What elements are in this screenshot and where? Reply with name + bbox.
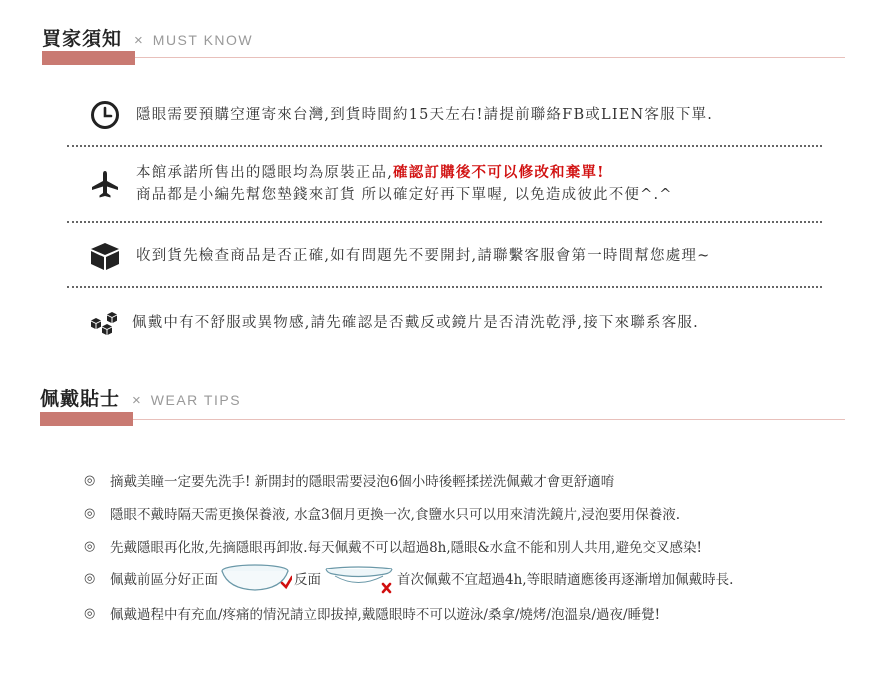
order-warning-text: 確認訂購後不可以修改和棄單! [393, 164, 605, 181]
must-know-title: 買家須知 [42, 28, 123, 50]
must-know-item-4-text: 佩戴中有不舒服或異物感,請先確認是否戴反或鏡片是否清洗乾淨,接下來聯系客服. [132, 315, 699, 331]
must-know-header [42, 24, 253, 51]
must-know-item-2 [88, 162, 673, 206]
tip-item-2 [84, 503, 680, 523]
divider [67, 286, 822, 288]
divider [67, 221, 822, 223]
tip-text: 摘戴美瞳一定要先洗手! 新開封的隱眼需要浸泡6個小時後輕揉搓洗佩戴才會更舒適唷 [110, 474, 615, 490]
bullet-icon: ◎ [84, 605, 96, 621]
must-know-subtitle: MUST KNOW [152, 32, 254, 48]
lens-correct-side-icon [220, 563, 292, 593]
divider [67, 145, 822, 147]
wear-tips-title: 佩戴貼士 [40, 388, 121, 410]
bullet-icon: ◎ [84, 570, 96, 586]
lens-wrong-side-icon [323, 563, 395, 593]
tip-text: 隱眼不戴時隔天需更換保養液, 水盒3個月更換一次,食鹽水只可以用來清洗鏡片,浸泡要用保養液. [110, 507, 681, 523]
wear-tips-subtitle: WEAR TIPS [150, 392, 242, 408]
must-know-item-2-text-b: 商品都是小編先幫您墊錢來訂貨 所以確定好再下單喔, 以免造成彼此不便^.^ [136, 187, 673, 203]
cubes-icon [88, 308, 122, 338]
bullet-icon: ◎ [84, 472, 96, 488]
wear-tips-x: × [132, 392, 141, 409]
must-know-accent-bar [42, 51, 135, 65]
bullet-icon: ◎ [84, 505, 96, 521]
must-know-item-3 [88, 241, 710, 271]
must-know-item-1-text: 隱眼需要預購空運寄來台灣,到貨時間約15天左右!請提前聯絡FB或LIEN客服下單. [136, 107, 714, 123]
tip-text-c: 首次佩戴不宜超過4h,等眼睛適應後再逐漸增加佩戴時長. [397, 572, 734, 588]
box-icon [88, 241, 122, 271]
wear-tips-rule [133, 419, 845, 420]
must-know-item-4 [88, 308, 699, 338]
tip-text-b: 反面 [294, 572, 321, 588]
tip-item-4 [84, 563, 733, 593]
must-know-item-2-text-a: 本館承諾所售出的隱眼均為原裝正品, [136, 165, 394, 181]
must-know-rule [135, 57, 845, 58]
must-know-item-1 [88, 100, 713, 130]
wear-tips-header [40, 384, 241, 411]
must-know-x: × [134, 32, 143, 49]
tip-text: 佩戴過程中有充血/疼痛的情況請立即拔掉,戴隱眼時不可以遊泳/桑拿/燒烤/泡溫泉/過夜/睡覺! [110, 607, 661, 623]
clock-icon [88, 100, 122, 130]
tip-text: 先戴隱眼再化妝,先摘隱眼再卸妝.每天佩戴不可以超過8h,隱眼&水盒不能和別人共用,避免交叉感染! [110, 540, 702, 556]
wear-tips-accent-bar [40, 412, 133, 426]
tip-item-1 [84, 470, 614, 490]
tip-text-a: 佩戴前區分好正面 [110, 572, 218, 588]
tip-item-3 [84, 536, 702, 556]
tip-item-5 [84, 603, 660, 623]
airplane-icon [88, 169, 122, 199]
bullet-icon: ◎ [84, 538, 96, 554]
must-know-item-3-text: 收到貨先檢查商品是否正確,如有問題先不要開封,請聯繫客服會第一時間幫您處理~ [136, 248, 711, 264]
